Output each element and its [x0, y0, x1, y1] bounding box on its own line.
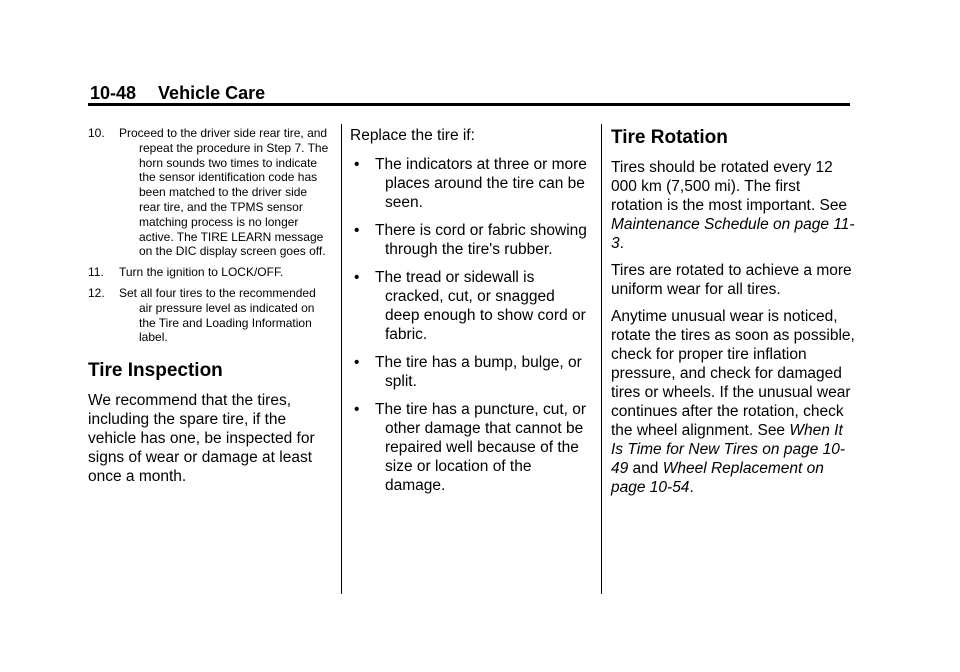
- new-tires-link[interactable]: When It Is Time for New Tires on page 10-49: [611, 422, 846, 477]
- replace-intro: Replace the tire if:: [350, 127, 475, 144]
- list-item: [350, 221, 590, 259]
- list-item: [350, 400, 590, 495]
- wheel-replacement-link[interactable]: Wheel Replacement on page 10-54: [611, 460, 824, 496]
- column-divider-2: [601, 124, 602, 594]
- bullet-text: • The tire has a bump, bulge, or split.: [375, 354, 582, 390]
- step-item: [88, 265, 330, 280]
- bullet-text: • There is cord or fabric showing through the tire's rubber.: [375, 222, 587, 258]
- bullet-text: • The tread or sidewall is cracked, cut, or snagged deep enough to show cord or fabric.: [375, 269, 586, 343]
- bullet-text: • The indicators at three or more places around the tire can be seen.: [375, 156, 587, 211]
- page-number: 10-48: [90, 83, 137, 103]
- rotation-paragraph-1: [611, 158, 856, 253]
- page-header: [90, 82, 265, 104]
- step-text: Set all four tires to the recommended air pressure level as indicated on the Tire and Loading Information label.: [119, 285, 316, 345]
- replace-conditions-list: [350, 155, 590, 495]
- tire-rotation-heading: Tire Rotation: [611, 127, 728, 148]
- rotation-text: Anytime unusual wear is noticed, rotate the tires as soon as possible, check for proper tire inflation pressure, and check for damaged tires or wheels. If the unusual wear continues after the rotation, check the wheel alignment. See: [611, 308, 855, 439]
- list-item: [350, 353, 590, 391]
- rotation-paragraph-2: Tires are rotated to achieve a more uniform wear for all tires.: [611, 262, 852, 298]
- step-item: [88, 126, 330, 259]
- column-3: [611, 126, 856, 505]
- rotation-text: Tires should be rotated every 12 000 km (7,500 mi). The first rotation is the most important. See: [611, 159, 848, 214]
- section-title: Vehicle Care: [158, 83, 266, 103]
- header-rule: [88, 103, 850, 106]
- column-2: [350, 126, 590, 504]
- tire-inspection-heading: Tire Inspection: [88, 360, 223, 382]
- step-number: 11.: [88, 265, 104, 280]
- column-1: [88, 126, 330, 494]
- rotation-paragraph-3: [611, 307, 856, 497]
- step-number: 10.: [88, 126, 105, 140]
- rotation-text-end: .: [689, 479, 694, 496]
- tire-inspection-paragraph: We recommend that the tires, including the spare tire, if the vehicle has one, be inspected for signs of wear or damage at least once a month.: [88, 392, 315, 486]
- list-item: [350, 268, 590, 344]
- rotation-text-end: .: [619, 235, 624, 252]
- step-number: 12.: [88, 285, 105, 300]
- bullet-text: • The tire has a puncture, cut, or other damage that cannot be repaired well because of the size or location of the damage.: [375, 401, 587, 494]
- maintenance-schedule-link[interactable]: Maintenance Schedule on page 11-3: [611, 216, 855, 252]
- list-item: [350, 155, 590, 212]
- step-item: [88, 286, 330, 345]
- conjunction-text: and: [628, 460, 663, 477]
- column-divider-1: [341, 124, 342, 594]
- step-text: Turn the ignition to LOCK/OFF.: [119, 265, 284, 280]
- step-text: Proceed to the driver side rear tire, and repeat the procedure in Step 7. The horn sounds two times to indicate the sensor identification code has been matched to the driver side rear tire, and the TPMS sensor matching process is no longer active. The TIRE LEARN message on the DIC display screen goes off.: [119, 126, 329, 259]
- procedure-steps: [88, 126, 330, 345]
